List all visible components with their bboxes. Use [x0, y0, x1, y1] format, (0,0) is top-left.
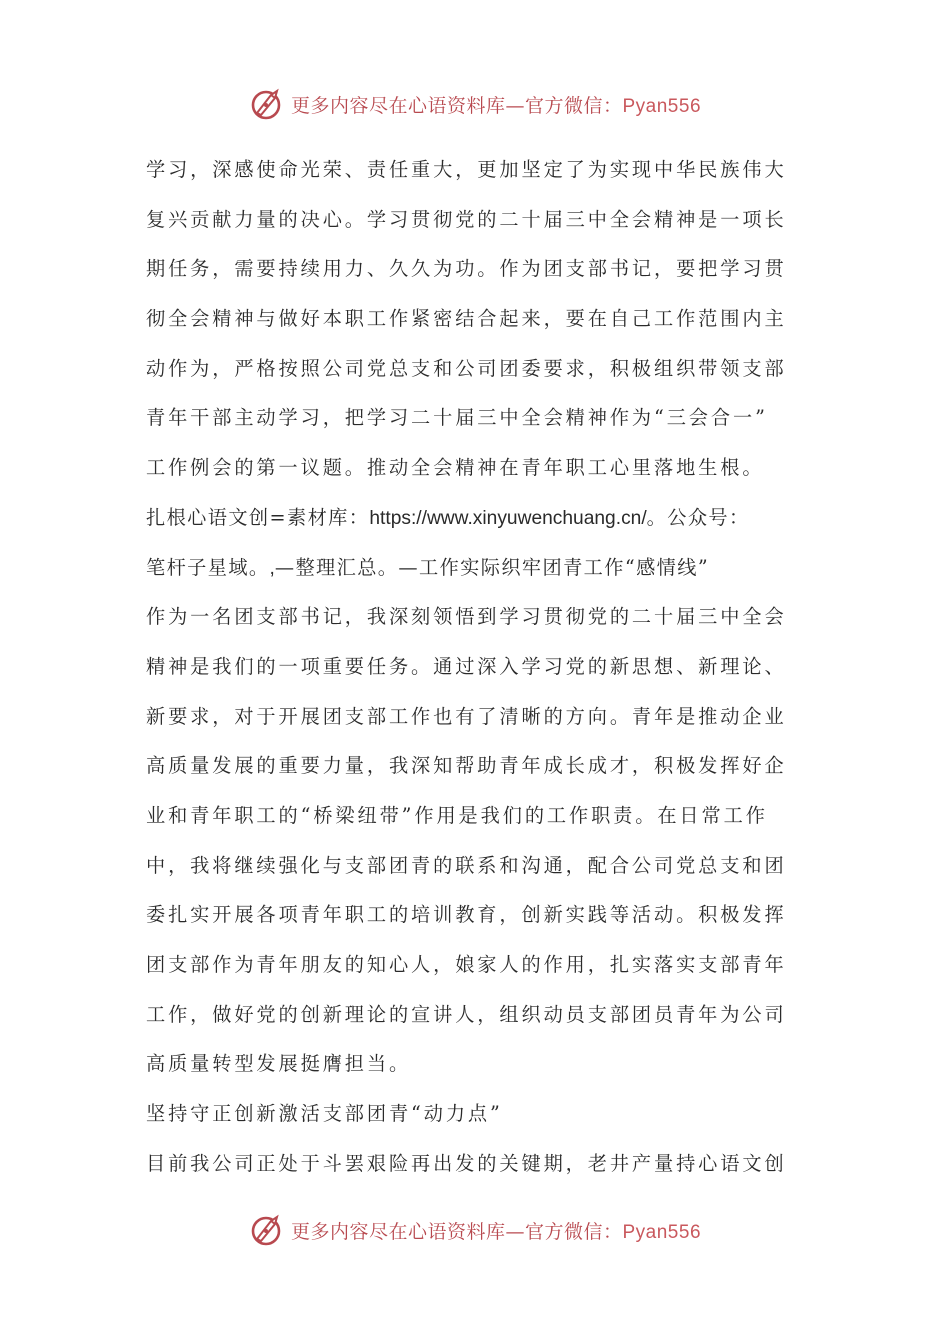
- text-line: 动作为，严格按照公司党总支和公司团委要求，积极组织带领支部: [146, 356, 787, 380]
- text-line: 工作，做好党的创新理论的宣讲人，组织动员支部团员青年为公司: [146, 1002, 787, 1026]
- heading-prefix: 笔杆子星域。: [146, 555, 270, 579]
- heading-line: [146, 543, 826, 593]
- resource-prefix: 扎根心语文创=素材库：: [146, 505, 370, 529]
- text-line: 学习，深感使命光荣、责任重大，更加坚定了为实现中华民族伟大: [146, 158, 787, 181]
- text-line: 高质量发展的重要力量，我深知帮助青年成长成才，积极发挥好企: [146, 754, 787, 778]
- resource-line: [146, 493, 826, 543]
- text-line: 中，我将继续强化与支部团青的联系和沟通，配合公司党总支和团: [146, 853, 787, 877]
- resource-suffix: 。公众号：: [646, 505, 750, 529]
- section-heading: 坚持守正创新激活支部团青“动力点”: [146, 1102, 503, 1126]
- text-line: 高质量转型发展挺膺担当。: [146, 1052, 412, 1076]
- text-line: 青年干部主动学习，把学习二十届三中全会精神作为“三会合一”: [146, 406, 768, 430]
- heading-comma: ,: [269, 557, 275, 579]
- text-line: 业和青年职工的“桥梁纽带”作用是我们的工作职责。在日常工作: [146, 803, 768, 827]
- text-line: 精神是我们的一项重要任务。通过深入学习党的新思想、新理论、: [146, 654, 787, 678]
- heading-suffix: —整理汇总。—工作实际织牢团青工作“感情线”: [274, 555, 710, 579]
- wechat-id: Pyan556: [622, 95, 702, 117]
- text-line: 目前我公司正处于斗罢艰险再出发的关键期，老井产量持心语文创: [146, 1151, 787, 1175]
- text-line: 工作例会的第一议题。推动全会精神在青年职工心里落地生根。: [146, 456, 765, 480]
- text-line: 期任务，需要持续用力、久久为功。作为团支部书记，要把学习贯: [146, 257, 787, 281]
- banner-text: 更多内容尽在心语资料库—官方微信：Pyan556: [290, 1220, 702, 1243]
- text-line: 新要求，对于开展团支部工作也有了清晰的方向。青年是推动企业: [146, 704, 787, 728]
- text-line: 委扎实开展各项青年职工的培训教育，创新实践等活动。积极发挥: [146, 903, 787, 927]
- banner-text: 更多内容尽在心语资料库—官方微信：Pyan556: [290, 94, 702, 117]
- text-line: 团支部作为青年朋友的知心人，娘家人的作用，扎实落实支部青年: [146, 953, 787, 976]
- footer-banner: [0, 1208, 950, 1252]
- pen-nib-circle-icon: [249, 86, 285, 122]
- wechat-id: Pyan556: [622, 1221, 702, 1243]
- text-line: 作为一名团支部书记，我深刻领悟到学习贯彻党的二十届三中全会: [146, 605, 787, 629]
- header-banner: [0, 82, 950, 126]
- document-body: [146, 145, 826, 1188]
- pen-nib-circle-icon: [249, 1212, 285, 1248]
- text-line: 复兴贡献力量的决心。学习贯彻党的二十届三中全会精神是一项长: [146, 207, 787, 231]
- text-line: 彻全会精神与做好本职工作紧密结合起来，要在自己工作范围内主: [146, 307, 787, 331]
- resource-url: https://www.xinyuwenchuang.cn/: [369, 507, 647, 529]
